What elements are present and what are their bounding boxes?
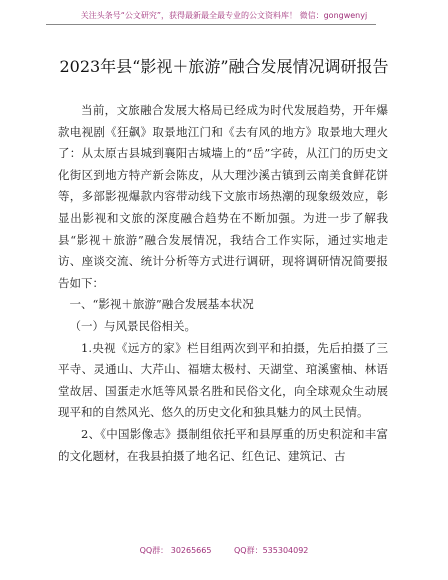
footer [0,545,448,556]
section-heading: 一、“影视＋旅游”融合发展基本状况 [69,297,254,312]
document-title: 2023年县“影视＋旅游”融合发展情况调研报告 [59,57,389,76]
intro-paragraph: 当前，文旅融合发展大格局已经成为时代发展趋势，开年爆款电视剧《狂飙》取景地江门和《去有风的地方》取景地大理火了：从太原古县城到襄阳古城墙上的“岳”字砖，从江门的历史文化街区到地方特产新会陈皮，从大理沙溪古镇到云南美食鲜花饼等，多部影视爆款内容带动线下文旅市场热潮的现象级效应，彰显出影视和文旅的深度融合趋势在不断加强。为进一步了解我县“影视＋旅游”融合发展情况，我结合工作实际，通过实地走访、座谈交流、统计分析等方式进行调研，现将调研情况简要报告如下： [58,103,388,290]
footer-qq-group-1: QQ群： 30265665 [139,546,212,555]
footer-qq-group-2: QQ群：535304092 [234,546,309,555]
item-paragraph: 1.央视《远方的家》栏目组两次到平和拍摄，先后拍摄了三平寺、灵通山、大芹山、福塘太极村、天湖堂、琯溪蜜柚、林语堂故居、国蛋走水尪等风景名胜和民俗文化，向全球观众生动展现平和的自然风光、悠久的历史文化和独具魅力的风土民情。 [58,340,388,420]
header-banner: 关注头条号“公文研究”，获得最新最全最专业的公文资料库！ 微信：gongwenyj [80,11,368,20]
document-body [58,100,388,467]
subsection-heading: （一）与风景民俗相关。 [69,318,196,333]
header-divider [46,24,376,25]
item-paragraph: 2、《中国影像志》摄制组依托平和县厚重的历史积淀和丰富的文化题材，在我县拍摄了地名记、红色记、建筑记、古 [58,426,388,463]
